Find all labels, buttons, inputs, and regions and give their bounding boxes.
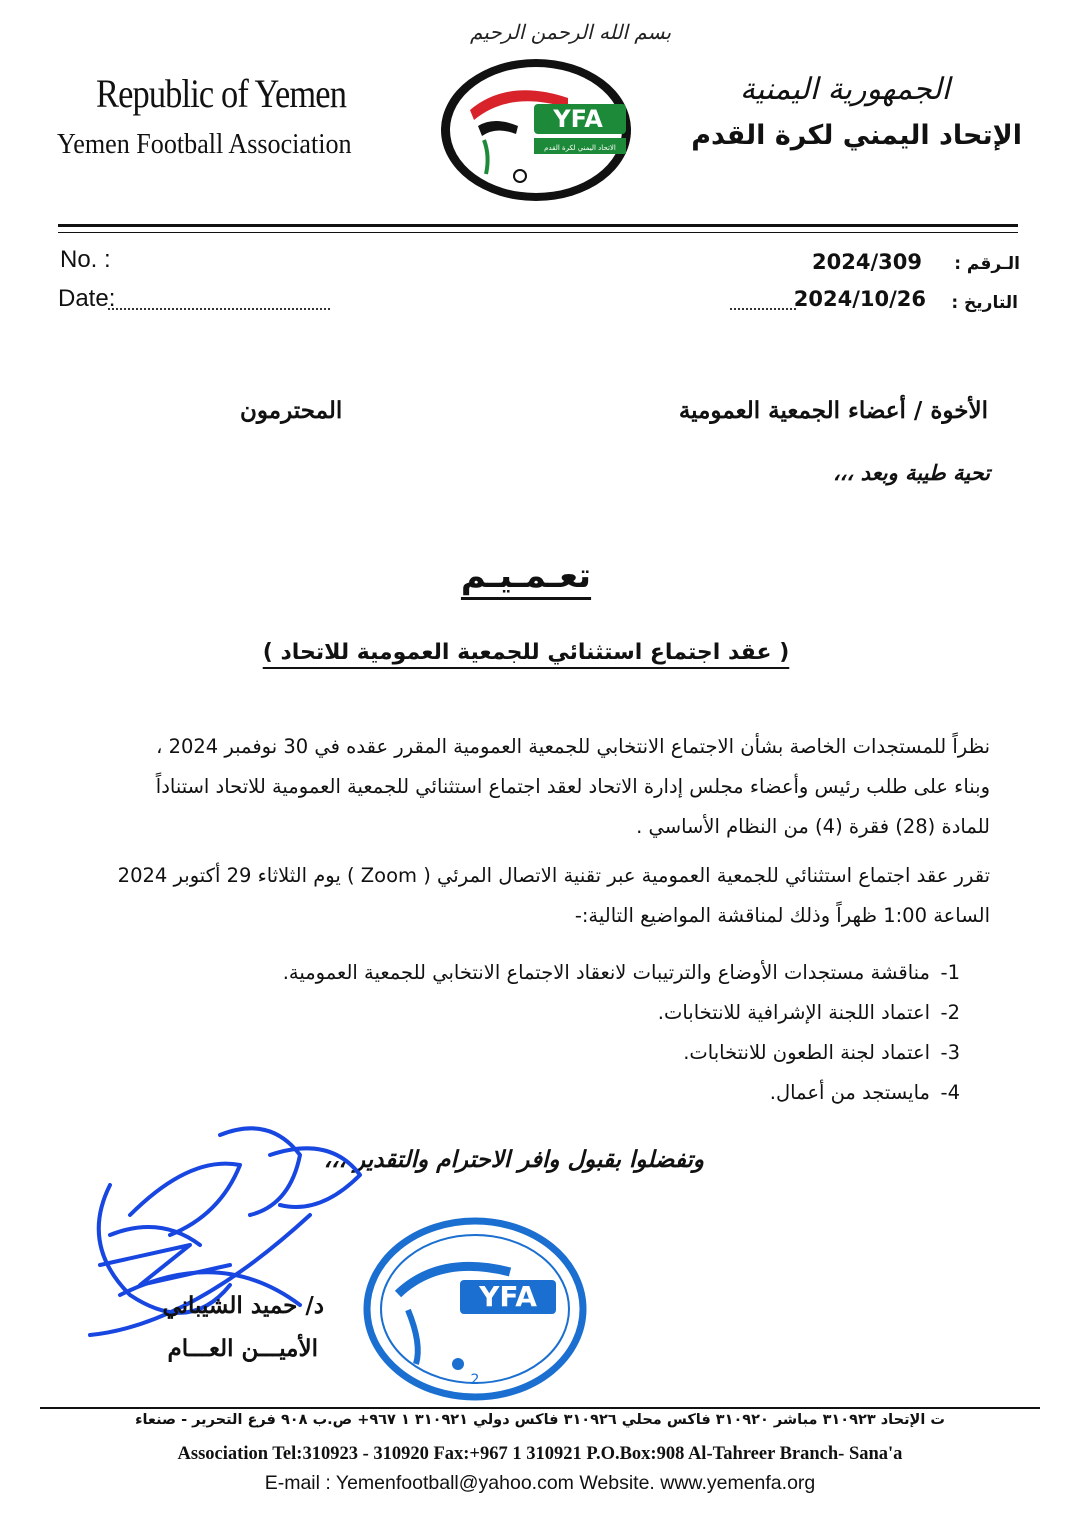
- footer-divider: [40, 1407, 1040, 1409]
- letter-date: 2024/10/26: [793, 287, 926, 311]
- english-association-name: Yemen Football Association: [57, 128, 352, 160]
- greeting: تحية طيبة وبعد ،،،: [832, 460, 990, 485]
- agenda-item: [160, 993, 960, 1033]
- stamp-text: YFA: [479, 1280, 537, 1313]
- header-divider-thin: [58, 232, 1018, 233]
- agenda-number: 4-: [940, 1081, 960, 1104]
- agenda-item: [160, 1033, 960, 1073]
- circular-subtitle: ( عقد اجتماع استثنائي للجمعية العمومية للاتحاد ): [262, 640, 790, 665]
- number-label-ar: الـرقم :: [954, 254, 1020, 274]
- date-label-ar: التاريخ :: [951, 293, 1018, 313]
- agenda-text: اعتماد لجنة الطعون للانتخابات.: [683, 1041, 930, 1064]
- paragraph-line: وبناء على طلب رئيس وأعضاء مجلس إدارة الاتحاد لعقد اجتماع استثنائي للجمعية العمومية للاتحاد استناداً: [155, 775, 990, 798]
- paragraph-decision: [50, 856, 990, 936]
- basmala: بسم الله الرحمن الرحيم: [470, 20, 672, 44]
- signer-name: د/ حميد الشيباني: [162, 1292, 324, 1319]
- arabic-association-name: الإتحاد اليمني لكرة القدم: [691, 120, 1022, 151]
- circular-title: تعـمـيـم: [460, 556, 592, 596]
- footer-english-contacts: Association Tel:310923 - 310920 Fax:+967 1 310921 P.O.Box:908 Al-Tahreer Branch- Sana'a: [177, 1444, 903, 1464]
- agenda-text: مناقشة مستجدات الأوضاع والترتيبات لانعقاد الاجتماع الانتخابي للجمعية العمومية.: [282, 961, 930, 984]
- paragraph-line: نظراً للمستجدات الخاصة بشأن الاجتماع الانتخابي للجمعية العمومية المقرر عقده في 30 نوفمبر 2024 ،: [156, 735, 990, 758]
- agenda-number: 2-: [940, 1001, 960, 1024]
- official-stamp: [360, 1214, 590, 1404]
- footer-email-website: E-mail : Yemenfootball@yahoo.com Website. www.yemenfa.org: [264, 1472, 816, 1494]
- paragraph-line: تقرر عقد اجتماع استثنائي للجمعية العمومية عبر تقنية الاتصال المرئي ( Zoom ) يوم الثلاثاء 29 أكتوبر 2024: [117, 864, 990, 887]
- header-divider: [58, 224, 1018, 227]
- logo-subtext: الاتحاد اليمني لكرة القدم: [544, 144, 616, 152]
- arabic-country-name: الجمهورية اليمنية: [739, 72, 950, 107]
- agenda-number: 3-: [940, 1041, 960, 1064]
- number-label-en: No. :: [60, 246, 111, 273]
- closing-remark: وتفضلوا بقبول وافر الاحترام والتقدير ،،،: [323, 1146, 704, 1173]
- english-country-name: Republic of Yemen: [96, 71, 347, 116]
- paragraph-line: للمادة (28) فقرة (4) من النظام الأساسي .: [636, 815, 990, 838]
- footer-arabic-contacts: ت الإتحاد ٣١٠٩٢٣ مباشر ٣١٠٩٢٠ فاكس محلي ٣١٠٩٢٦ فاكس دولي ٣١٠٩٢١ ١ ٩٦٧+ ص.ب ٩٠٨ فرع التحرير - صنعاء: [135, 1412, 945, 1428]
- date-dotted-line: [108, 308, 330, 310]
- logo-text: YFA: [553, 105, 603, 133]
- reference-number: 2024/309: [812, 250, 922, 274]
- agenda-list: [160, 953, 960, 1113]
- paragraph-background: [50, 727, 990, 847]
- paragraph-line: الساعة 1:00 ظهراً وذلك لمناقشة المواضيع التالية:-: [574, 904, 990, 927]
- agenda-text: اعتماد اللجنة الإشرافية للانتخابات.: [657, 1001, 930, 1024]
- agenda-number: 1-: [940, 961, 960, 984]
- date-dotted-line-ar: [730, 308, 796, 310]
- signer-title: الأميـــن العـــام: [167, 1335, 318, 1362]
- yfa-logo: [438, 56, 634, 204]
- stamp-number: 2: [470, 1372, 480, 1388]
- respected-salutation: المحترمون: [240, 397, 343, 424]
- addressee: الأخوة / أعضاء الجمعية العمومية: [678, 397, 988, 424]
- agenda-text: مايستجد من أعمال.: [769, 1081, 930, 1104]
- handwritten-signature: [70, 1095, 370, 1365]
- date-label-en: Date:: [58, 285, 116, 312]
- agenda-item: [160, 953, 960, 993]
